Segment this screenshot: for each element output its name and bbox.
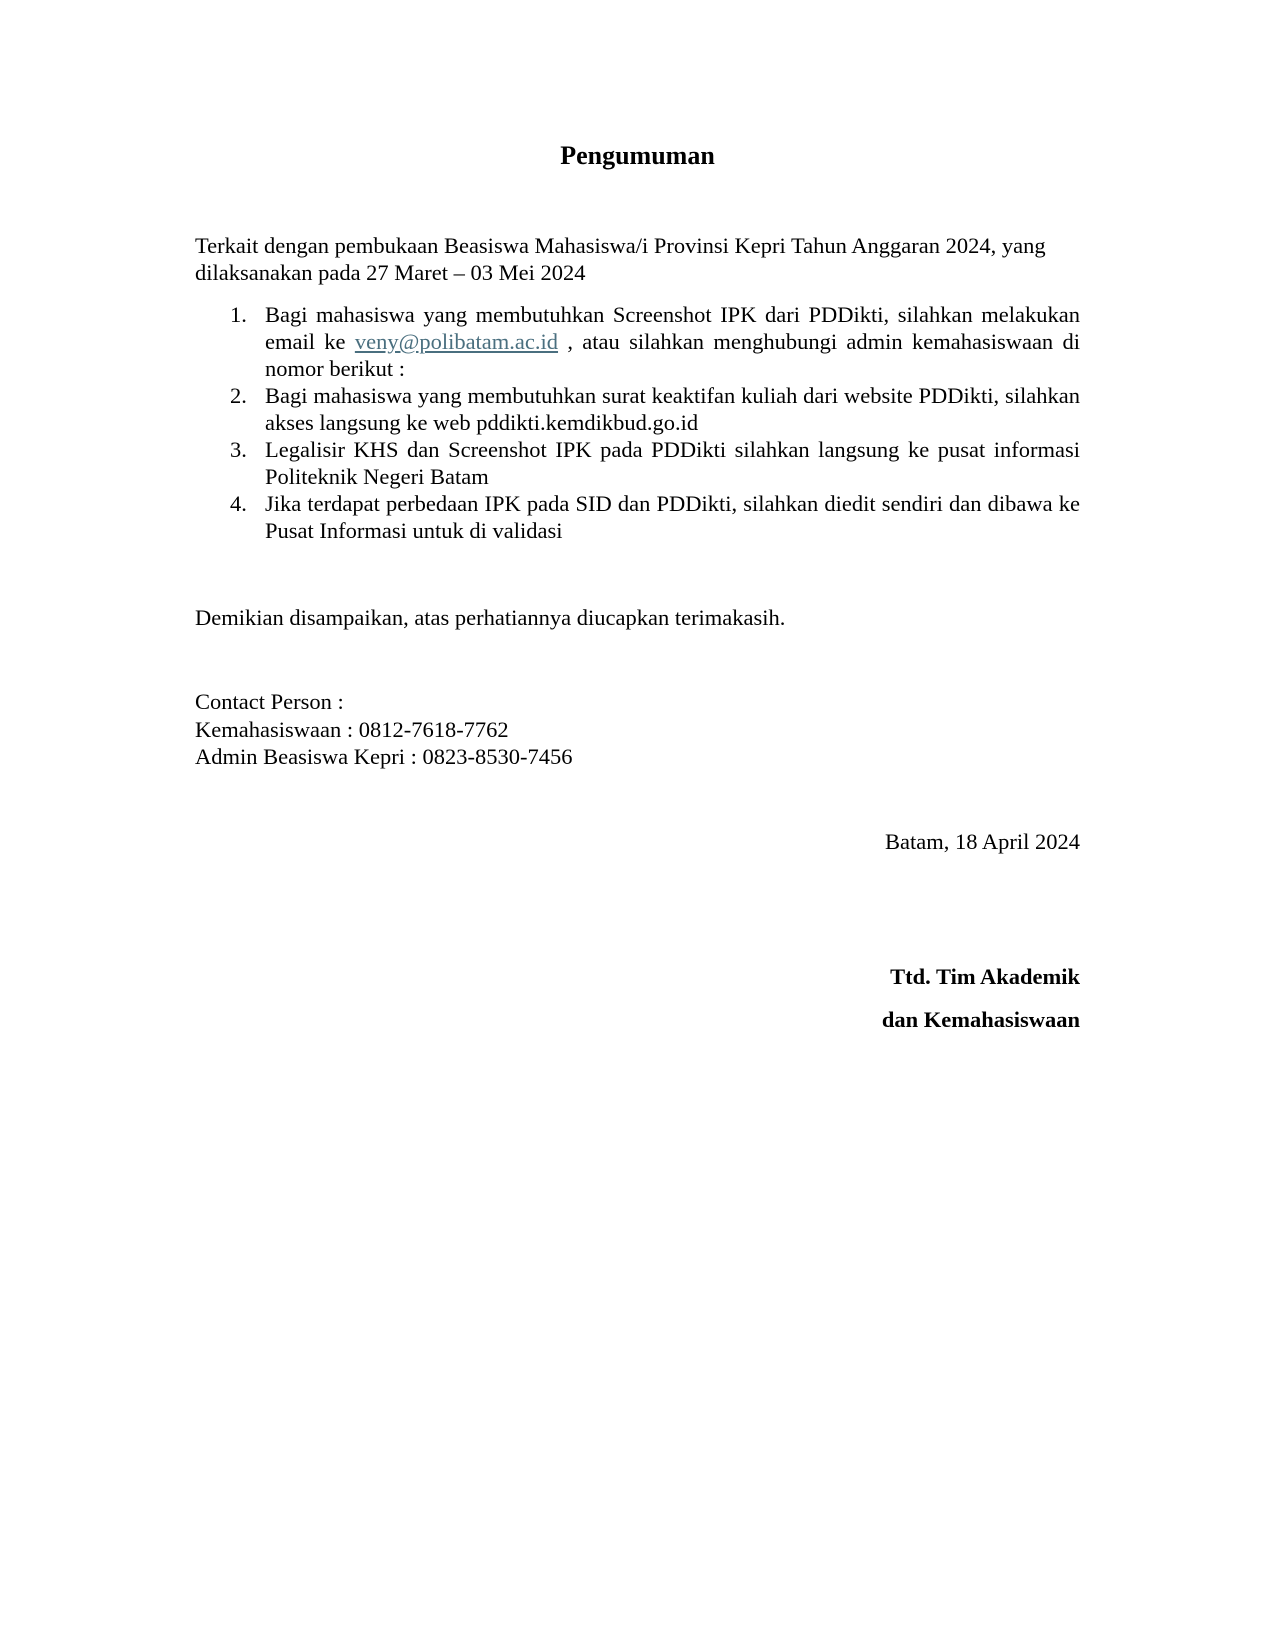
signature-block — [195, 955, 1080, 1041]
list-item-text: , atau silahkan menghubungi admin kemahasiswaan di nomor berikut : — [265, 329, 1080, 381]
signature-line-1: Ttd. Tim Akademik — [890, 964, 1080, 989]
document-date: Batam, 18 April 2024 — [885, 829, 1080, 854]
list-item — [195, 382, 1080, 436]
list-item-text: Jika terdapat perbedaan IPK pada SID dan PDDikti, silahkan diedit sendiri dan dibawa ke Pusat Informasi untuk di validasi — [265, 491, 1080, 543]
page-title: Pengumuman — [560, 141, 715, 170]
list-item — [195, 436, 1080, 490]
list-item-number: 4. — [230, 491, 247, 516]
list-item-number: 2. — [230, 383, 247, 408]
list-item — [195, 301, 1080, 382]
announcement-list — [195, 301, 1080, 544]
list-item-text: Legalisir KHS dan Screenshot IPK pada PDDikti silahkan langsung ke pusat informasi Politeknik Negeri Batam — [265, 437, 1080, 489]
list-item-number: 3. — [230, 437, 247, 462]
contact-block — [195, 688, 1080, 771]
contact-admin-beasiswa: Admin Beasiswa Kepri : 0823-8530-7456 — [195, 744, 573, 769]
list-item-number: 1. — [230, 302, 247, 327]
intro-paragraph: Terkait dengan pembukaan Beasiswa Mahasiswa/i Provinsi Kepri Tahun Anggaran 2024, yang dilaksanakan pada 27 Maret – 03 Mei 2024 — [195, 233, 1046, 285]
contact-heading: Contact Person : — [195, 689, 344, 714]
email-link[interactable]: veny@polibatam.ac.id — [354, 329, 559, 354]
closing-paragraph: Demikian disampaikan, atas perhatiannya diucapkan terimakasih. — [195, 605, 786, 630]
contact-kemahasiswaan: Kemahasiswaan : 0812-7618-7762 — [195, 716, 509, 742]
list-item-text: Bagi mahasiswa yang membutuhkan surat keaktifan kuliah dari website PDDikti, silahkan akses langsung ke web pddikti.kemdikbud.go.id — [265, 383, 1080, 435]
list-item — [195, 490, 1080, 544]
signature-line-2: dan Kemahasiswaan — [881, 1007, 1080, 1032]
list-item-text: Bagi mahasiswa yang membutuhkan Screenshot IPK dari PDDikti, silahkan melakukan email ke — [265, 302, 1080, 354]
